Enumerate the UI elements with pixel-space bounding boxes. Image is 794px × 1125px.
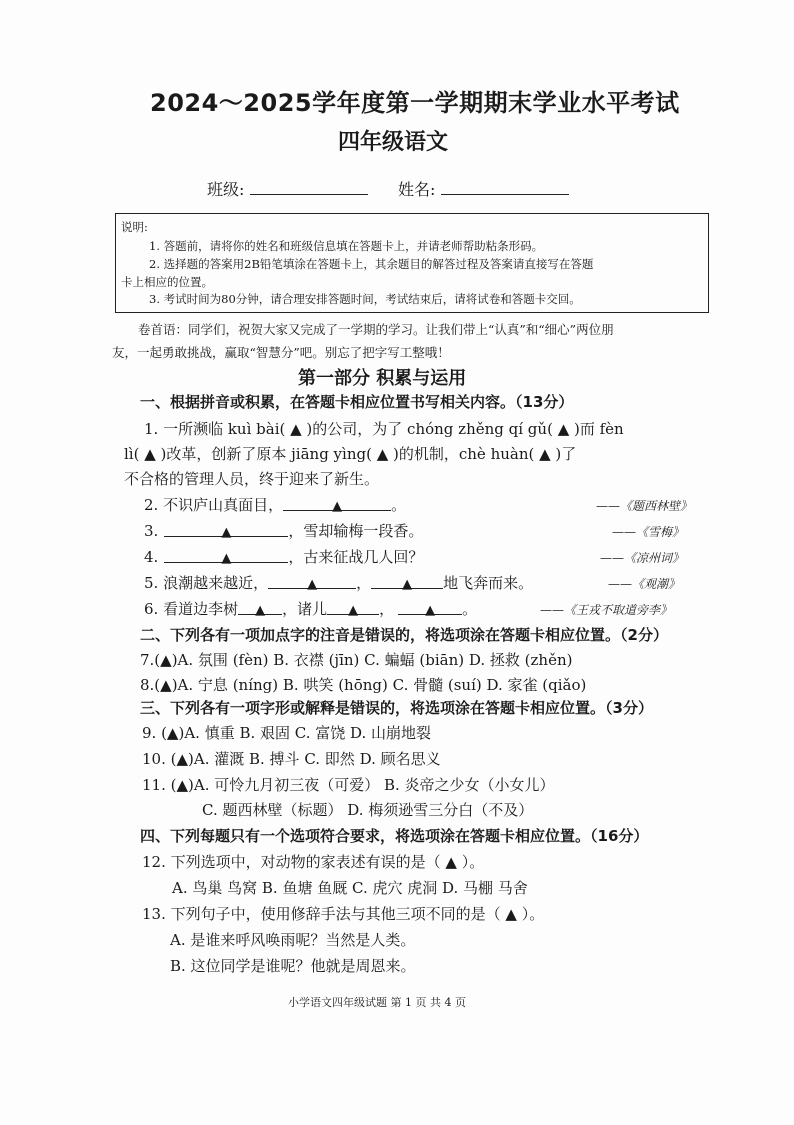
q6-blank-3-marker: ▲ — [425, 603, 436, 618]
q2-post: 。 — [391, 496, 407, 514]
section-4-heading: 四、下列每题只有一个选项符合要求，将选项涂在答题卡相应位置。（16分） — [140, 827, 649, 845]
q4-line — [144, 546, 423, 567]
class-blank[interactable] — [250, 180, 368, 195]
name-label: 姓名: — [398, 180, 436, 199]
q6-pre: 6. 看道边李树 — [144, 600, 239, 618]
q10-line: 10. (▲)A. 灌溉 B. 搏斗 C. 即然 D. 顾名思义 — [142, 750, 441, 768]
q5-pre: 5. 浪潮越来越近， — [144, 574, 269, 592]
q13-line: 13. 下列句子中，使用修辞手法与其他三项不同的是（ ▲ ）。 — [142, 905, 545, 923]
instructions-heading: 说明: — [121, 220, 148, 234]
q6-answer-blank-3[interactable] — [398, 600, 462, 618]
q3-answer-blank[interactable] — [164, 522, 288, 540]
q3-line — [144, 520, 423, 541]
q1-line-2: lì( ▲ )改革，创新了原本 jiāng yìng( ▲ )的机制，chè huàn( ▲ )了 — [124, 445, 577, 463]
page-footer: 小学语文四年级试题 第 1 页 共 4 页 — [288, 996, 466, 1009]
q3-pre: 3. — [144, 522, 159, 540]
section-3-heading: 三、下列各有一项字形或解释是错误的，将选项涂在答题卡相应位置。（3分） — [140, 699, 653, 717]
q5-source: ——《观潮》 — [608, 577, 681, 591]
instruction-2-cont: 卡上相应的位置。 — [121, 275, 213, 289]
q7-line: 7.(▲)A. 氛围 (fèn) B. 衣襟 (jīn) C. 蝙蝠 (biān) D. 拯救 (zhěn) — [140, 651, 573, 669]
q6-mid-1: ，诸儿 — [282, 600, 328, 618]
q3-blank-marker: ▲ — [221, 525, 232, 540]
name-blank[interactable] — [441, 180, 569, 195]
q5-answer-blank-2[interactable] — [371, 574, 443, 592]
q5-blank-1-marker: ▲ — [307, 577, 318, 592]
foreword-line-1: 卷首语：同学们，祝贺大家又完成了一学期的学习。让我们带上“认真”和“细心”两位朋 — [138, 322, 614, 337]
q4-answer-blank[interactable] — [164, 548, 288, 566]
q11-line-2: C. 题西林壁（标题） D. 梅须逊雪三分白（不及） — [202, 801, 534, 819]
q2-blank-marker: ▲ — [332, 499, 343, 514]
q6-blank-1-marker: ▲ — [255, 603, 266, 618]
q2-answer-blank[interactable] — [283, 496, 391, 514]
exam-title: 2024～2025学年度第一学期期末学业水平考试 — [150, 89, 680, 117]
q5-line — [144, 572, 533, 593]
instruction-2: 2. 选择题的答案用2B铅笔填涂在答题卡上，其余题目的解答过程及答案请直接写在答题 — [149, 257, 594, 271]
q4-blank-marker: ▲ — [221, 551, 232, 566]
instruction-3: 3. 考试时间为80分钟，请合理安排答题时间，考试结束后，请将试卷和答题卡交回。 — [149, 292, 581, 306]
q6-answer-blank-2[interactable] — [327, 600, 379, 618]
class-field — [207, 177, 368, 200]
q2-line — [144, 494, 406, 515]
q4-pre: 4. — [144, 548, 159, 566]
q2-source: ——《题西林壁》 — [596, 499, 693, 513]
q6-source: ——《王戎不取道旁李》 — [540, 603, 673, 617]
q5-post: 地飞奔而来。 — [443, 574, 534, 592]
q1-line-1: 1. 一所濒临 kuì bài( ▲ )的公司，为了 chóng zhěng qí gǔ( ▲ )而 fèn — [144, 420, 624, 438]
q4-source: ——《凉州词》 — [600, 551, 685, 565]
q6-blank-2-marker: ▲ — [348, 603, 359, 618]
q9-line: 9. (▲)A. 慎重 B. 艰固 C. 富饶 D. 山崩地裂 — [142, 724, 432, 742]
q6-answer-blank-1[interactable] — [238, 600, 282, 618]
foreword-line-2: 友，一起勇敢挑战，赢取“智慧分”吧。别忘了把字写工整哦！ — [112, 345, 450, 360]
exam-subtitle: 四年级语文 — [338, 130, 449, 155]
q5-answer-blank-1[interactable] — [268, 574, 356, 592]
q11-line-1: 11. (▲)A. 可怜九月初三夜（可爱） B. 炎帝之少女（小女儿） — [142, 776, 555, 794]
q5-sep: ， — [356, 574, 372, 592]
q6-mid-2: ， — [379, 600, 395, 618]
class-label: 班级: — [207, 180, 245, 199]
q5-blank-2-marker: ▲ — [402, 577, 413, 592]
q12-line: 12. 下列选项中，对动物的家表述有误的是（ ▲ ）。 — [142, 853, 485, 871]
q6-post: 。 — [462, 600, 478, 618]
q1-line-3: 不合格的管理人员，终于迎来了新生。 — [124, 470, 380, 488]
q2-pre: 2. 不识庐山真面目， — [144, 496, 284, 514]
section-2-heading: 二、下列各有一项加点字的注音是错误的，将选项涂在答题卡相应位置。（2分） — [140, 626, 668, 644]
q6-line — [144, 598, 477, 619]
q13-option-a: A. 是谁来呼风唤雨呢？当然是人类。 — [170, 931, 416, 949]
q13-option-b: B. 这位同学是谁呢？他就是周恩来。 — [170, 957, 416, 975]
q4-post: ，古来征战几人回？ — [288, 548, 424, 566]
instruction-1: 1. 答题前，请将你的姓名和班级信息填在答题卡上，并请老师帮助粘条形码。 — [149, 239, 544, 253]
name-field — [398, 177, 569, 200]
q8-line: 8.(▲)A. 宁息 (níng) B. 哄笑 (hōng) C. 骨髓 (suí) D. 家雀 (qiǎo) — [140, 676, 587, 694]
q12-options: A. 鸟巢 鸟窝 B. 鱼塘 鱼厩 C. 虎穴 虎洞 D. 马棚 马舍 — [172, 879, 528, 897]
q3-source: ——《雪梅》 — [612, 525, 685, 539]
part-1-title: 第一部分 积累与运用 — [298, 368, 467, 389]
q3-post: ，雪却输梅一段香。 — [288, 522, 424, 540]
section-1-heading: 一、根据拼音或积累，在答题卡相应位置书写相关内容。（13分） — [140, 393, 574, 411]
